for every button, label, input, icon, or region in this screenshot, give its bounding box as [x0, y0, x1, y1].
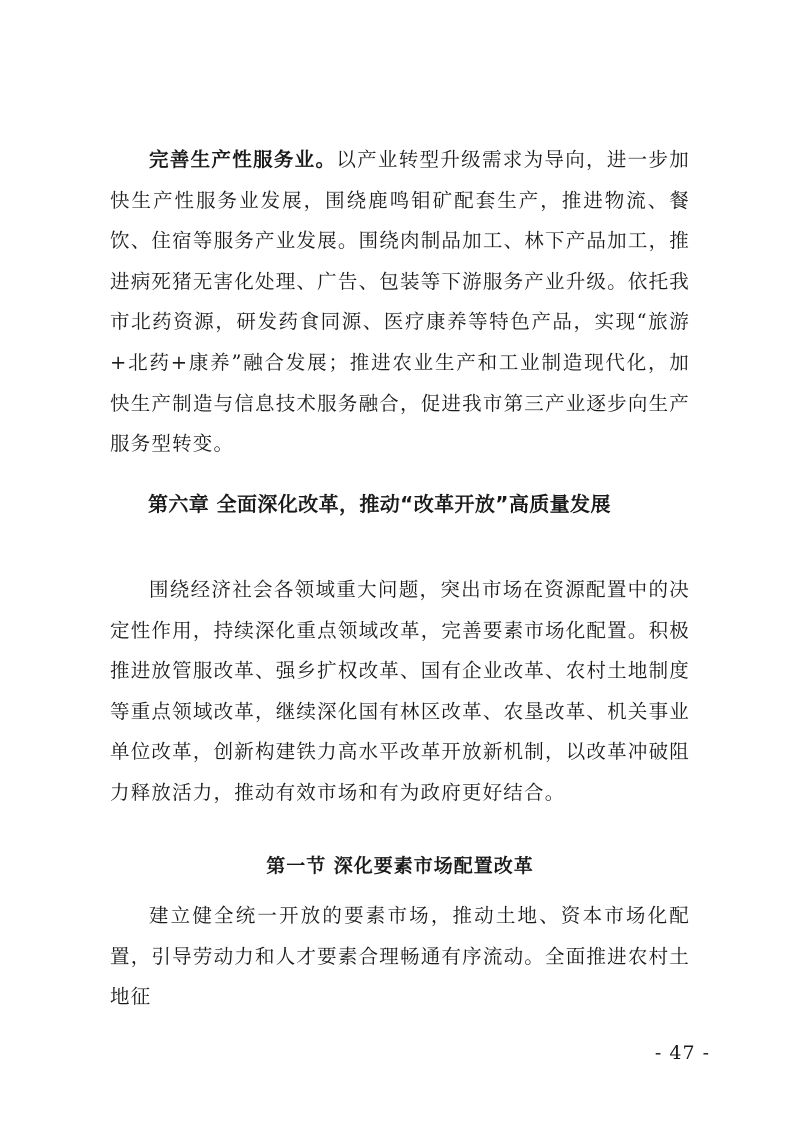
paragraph-producer-services	[110, 140, 690, 465]
section-heading: 第一节 深化要素市场配置改革	[266, 855, 534, 877]
page-number: - 47 -	[654, 1042, 710, 1064]
chapter-heading: 第六章 全面深化改革，推动“改革开放”高质量发展	[148, 492, 611, 516]
paragraph-section-intro: 建立健全统一开放的要素市场，推动土地、资本市场化配置，引导劳动力和人才要素合理畅通有序流动。全面推进农村土地征	[110, 904, 690, 1009]
paragraph-body: 以产业转型升级需求为导向，进一步加快生产性服务业发展，围绕鹿鸣钼矿配套生产，推进物流、餐饮、住宿等服务产业发展。围绕肉制品加工、林下产品加工，推进病死猪无害化处理、广告、包装等下游服务产业升级。依托我市北药资源，研发药食同源、医疗康养等特色产品，实现“旅游+北药+康养”融合发展；推进农业生产和工业制造现代化，加快生产制造与信息技术服务融合，促进我市第三产业逐步向生产服务型转变。	[110, 148, 690, 456]
paragraph-chapter-intro: 围绕经济社会各领域重大问题，突出市场在资源配置中的决定性作用，持续深化重点领域改革，完善要素市场化配置。积极推进放管服改革、强乡扩权改革、国有企业改革、农村土地制度等重点领域改革，继续深化国有林区改革、农垦改革、机关事业单位改革，创新构建铁力高水平改革开放新机制，以改革冲破阻力释放活力，推动有效市场和有为政府更好结合。	[110, 578, 690, 804]
paragraph-lead-heading: 完善生产性服务业。	[149, 148, 337, 171]
